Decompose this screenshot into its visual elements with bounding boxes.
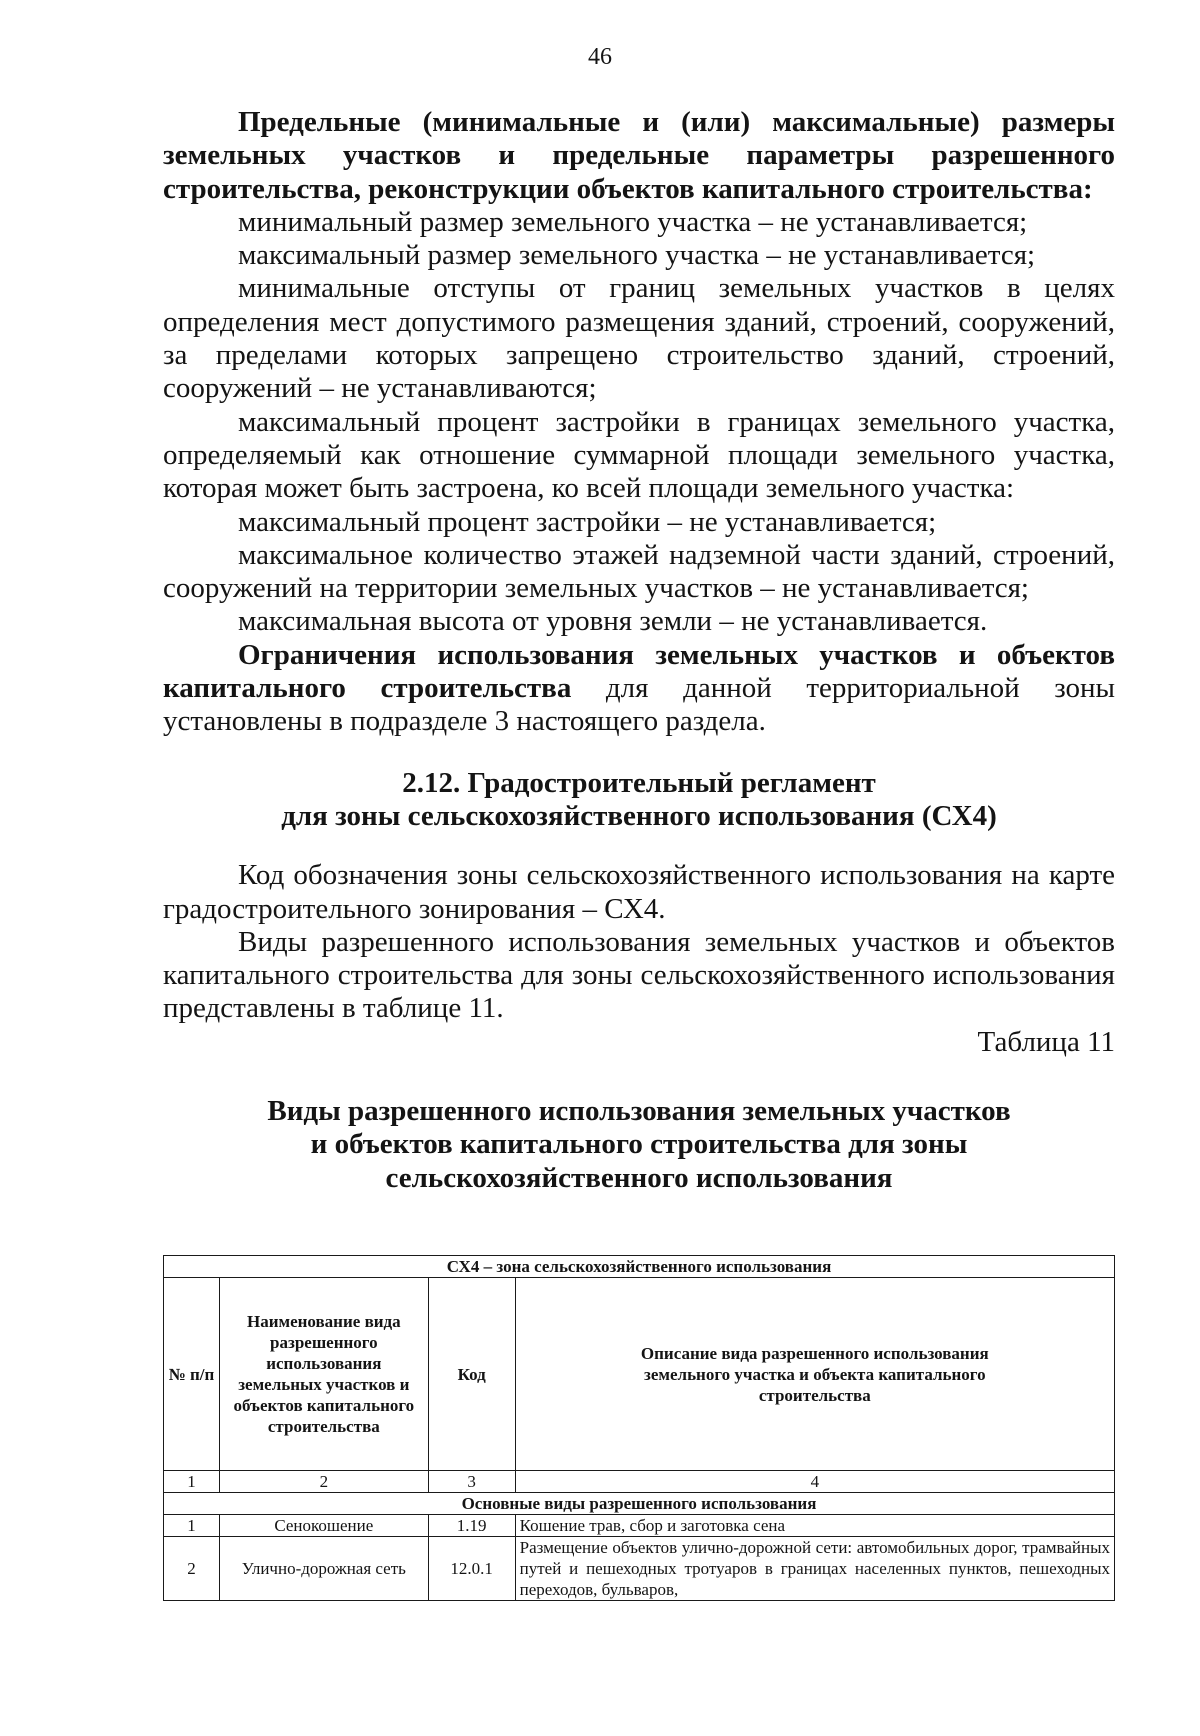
row-description-cell: Кошение трав, сбор и заготовка сена: [515, 1515, 1114, 1537]
page-body: [163, 106, 1115, 1195]
column-header-row: [164, 1278, 1115, 1471]
row-code-cell: 12.0.1: [428, 1537, 515, 1601]
restrictions-bold: Ограничения использования земельных участков и объектов капитального строительства: [163, 638, 1115, 705]
zone-header-row: [164, 1256, 1115, 1278]
param-height: максимальная высота от уровня земли – не устанавливается.: [238, 605, 988, 638]
table-title-line-2: и объектов капитального строительства для зоны: [310, 1128, 968, 1161]
param-coverage-definition: максимальный процент застройки в границах земельного участка, определяемый как отношение суммарной площади земельного участка, которая может быть застроена, ко всей площади земельного участка:: [163, 405, 1115, 505]
section-title-line-1: 2.12. Градостроительный регламент: [402, 766, 876, 799]
param-coverage: максимальный процент застройки – не устанавливается;: [238, 505, 937, 538]
zone-uses-table: [163, 1255, 1115, 1601]
zone-code-paragraph: Код обозначения зоны сельскохозяйственного использования на карте градостроительного зонирования – СХ4.: [163, 859, 1115, 925]
table-title-line-3: сельскохозяйственного использования: [385, 1161, 893, 1194]
param-min-size: минимальный размер земельного участка – не устанавливается;: [238, 205, 1028, 238]
params-heading: Предельные (минимальные и (или) максимальные) размеры земельных участков и предельные параметры разрешенного строительства, реконструкции объектов капитального строительства:: [163, 106, 1115, 205]
section-title-line-2: для зоны сельскохозяйственного использования (СХ4): [281, 799, 997, 832]
param-setbacks: минимальные отступы от границ земельных участков в целях определения мест допустимого размещения зданий, строений, сооружений, за пределами которых запрещено строительство зданий, строений, сооружений – не устанавливаются;: [163, 272, 1115, 405]
table-label: Таблица 11: [977, 1025, 1115, 1058]
row-number-cell: 2: [164, 1537, 220, 1601]
table-title-line-1: Виды разрешенного использования земельных участков: [267, 1095, 1011, 1128]
table-row: [164, 1537, 1115, 1601]
row-number-cell: 1: [164, 1515, 220, 1537]
row-description-cell: Размещение объектов улично-дорожной сети: автомобильных дорог, трамвайных путей и пешеходных тротуаров в границах населенных пунктов, пешеходных переходов, бульваров,: [515, 1537, 1114, 1601]
column-header-name: Наименование вида разрешенного использования земельных участков и объектов капитального строительства: [219, 1278, 428, 1471]
group-row: [164, 1493, 1115, 1515]
zone-header-cell: СХ4 – зона сельскохозяйственного использования: [164, 1256, 1115, 1278]
column-number-cell: 3: [428, 1471, 515, 1493]
row-code-cell: 1.19: [428, 1515, 515, 1537]
restrictions-paragraph: [163, 639, 1115, 739]
table-row: [164, 1515, 1115, 1537]
restrictions-rest: для данной территориальной зоны установлены в подразделе 3 настоящего раздела.: [163, 672, 1115, 738]
column-number-row: [164, 1471, 1115, 1493]
column-header-number: № п/п: [164, 1278, 220, 1471]
uses-paragraph: Виды разрешенного использования земельных участков и объектов капитального строительства для зоны сельскохозяйственного использования представлены в таблице 11.: [163, 925, 1115, 1025]
param-max-size: максимальный размер земельного участка – не устанавливается;: [238, 239, 1036, 272]
column-header-description: Описание вида разрешенного использования земельного участка и объекта капитального строительства: [515, 1278, 1114, 1471]
column-number-cell: 1: [164, 1471, 220, 1493]
page-number: 46: [588, 44, 612, 70]
row-name-cell: Сенокошение: [219, 1515, 428, 1537]
column-number-cell: 2: [219, 1471, 428, 1493]
column-header-code: Код: [428, 1278, 515, 1471]
column-number-cell: 4: [515, 1471, 1114, 1493]
param-floors: максимальное количество этажей надземной части зданий, строений, сооружений на территории земельных участков – не устанавливается;: [163, 538, 1115, 605]
group-header-cell: Основные виды разрешенного использования: [164, 1493, 1115, 1515]
row-name-cell: Улично-дорожная сеть: [219, 1537, 428, 1601]
